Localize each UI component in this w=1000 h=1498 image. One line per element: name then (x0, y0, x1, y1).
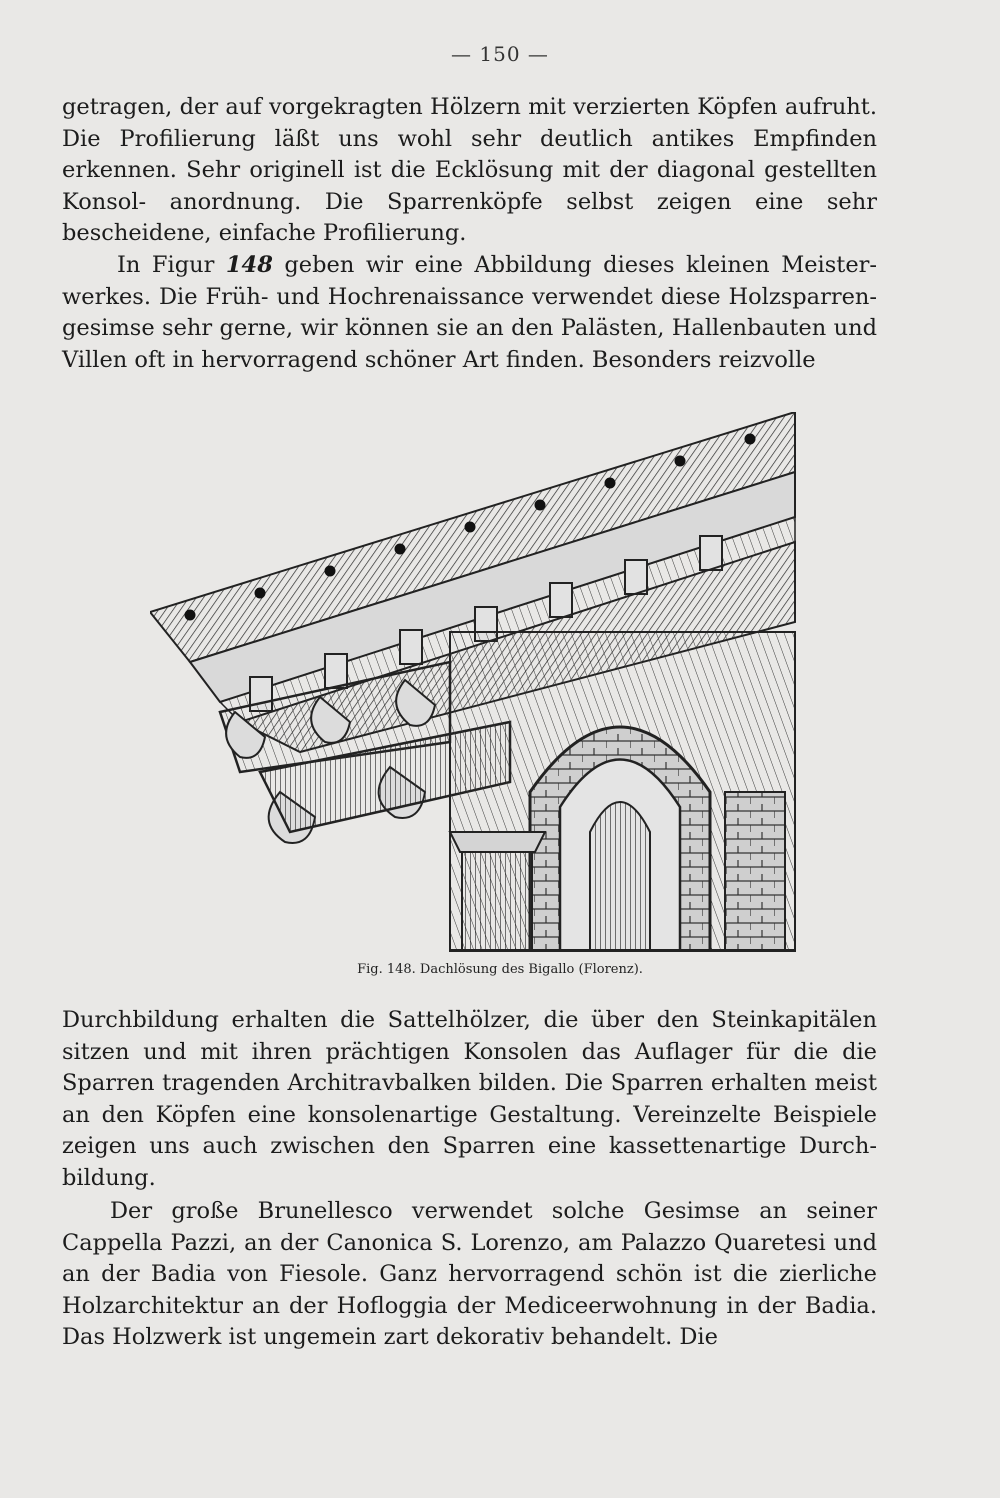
paragraph-3-text: Durchbildung erhalten die Sattelhölzer, die über den Steinkapitälen sitzen und mit ihren prächtigen Konsolen das Auflager für die die Sparren tragenden Architravbalken bilden. Die Sparren erhalten meist an den Köpfen eine konsolenartige Gestaltung. Vereinzelte Beispiele zeigen uns auch zwischen den Sparren eine kassettenartige Durch‐ bildung. (62, 1007, 877, 1191)
paragraph-1 (62, 92, 877, 250)
paragraph-2-text-end: geben wir eine Abbildung dieses kleinen Meister‐ werkes. Die Früh‐ und Hochrenaissance verwendet diese Holzsparren‐ gesimse sehr gerne, wir können sie an den Palästen, Hallenbauten und Villen oft in hervorragend schöner Art finden. Besonders reizvolle (62, 252, 878, 373)
paragraph-3 (62, 1005, 877, 1194)
paragraph-1-text: getragen, der auf vorgekragten Hölzern mit verzierten Köpfen aufruht. Die Profilierung läßt uns wohl sehr deutlich antikes Empfinden erkennen. Sehr originell ist die Ecklösung mit der diagonal gestellten Konsol‐ anordnung. Die Sparrenköpfe selbst zeigen eine sehr bescheidene, einfache Profilierung. (62, 94, 877, 246)
figure-reference: 148 (225, 252, 273, 278)
paragraph-2 (62, 250, 877, 376)
figure-illustration (150, 412, 798, 952)
roof-eave-engraving (150, 412, 798, 952)
paragraph-2-text-start: In Figur (117, 252, 226, 278)
paragraph-4 (62, 1196, 877, 1354)
paragraph-4-text: Der große Brunellesco verwendet solche Gesimse an seiner Cappella Pazzi, an der Canonica S. Lorenzo, am Palazzo Quaretesi und an der Badia von Fiesole. Ganz hervorragend schön ist die zierliche Holzarchitektur an der Hofloggia der Mediceerwohnung in der Badia. Das Holzwerk ist ungemein zart dekorativ behandelt. Die (62, 1198, 877, 1350)
page-number: — 150 — (451, 42, 549, 66)
figure-caption: Fig. 148. Dachlösung des Bigallo (Florenz). (357, 962, 643, 977)
